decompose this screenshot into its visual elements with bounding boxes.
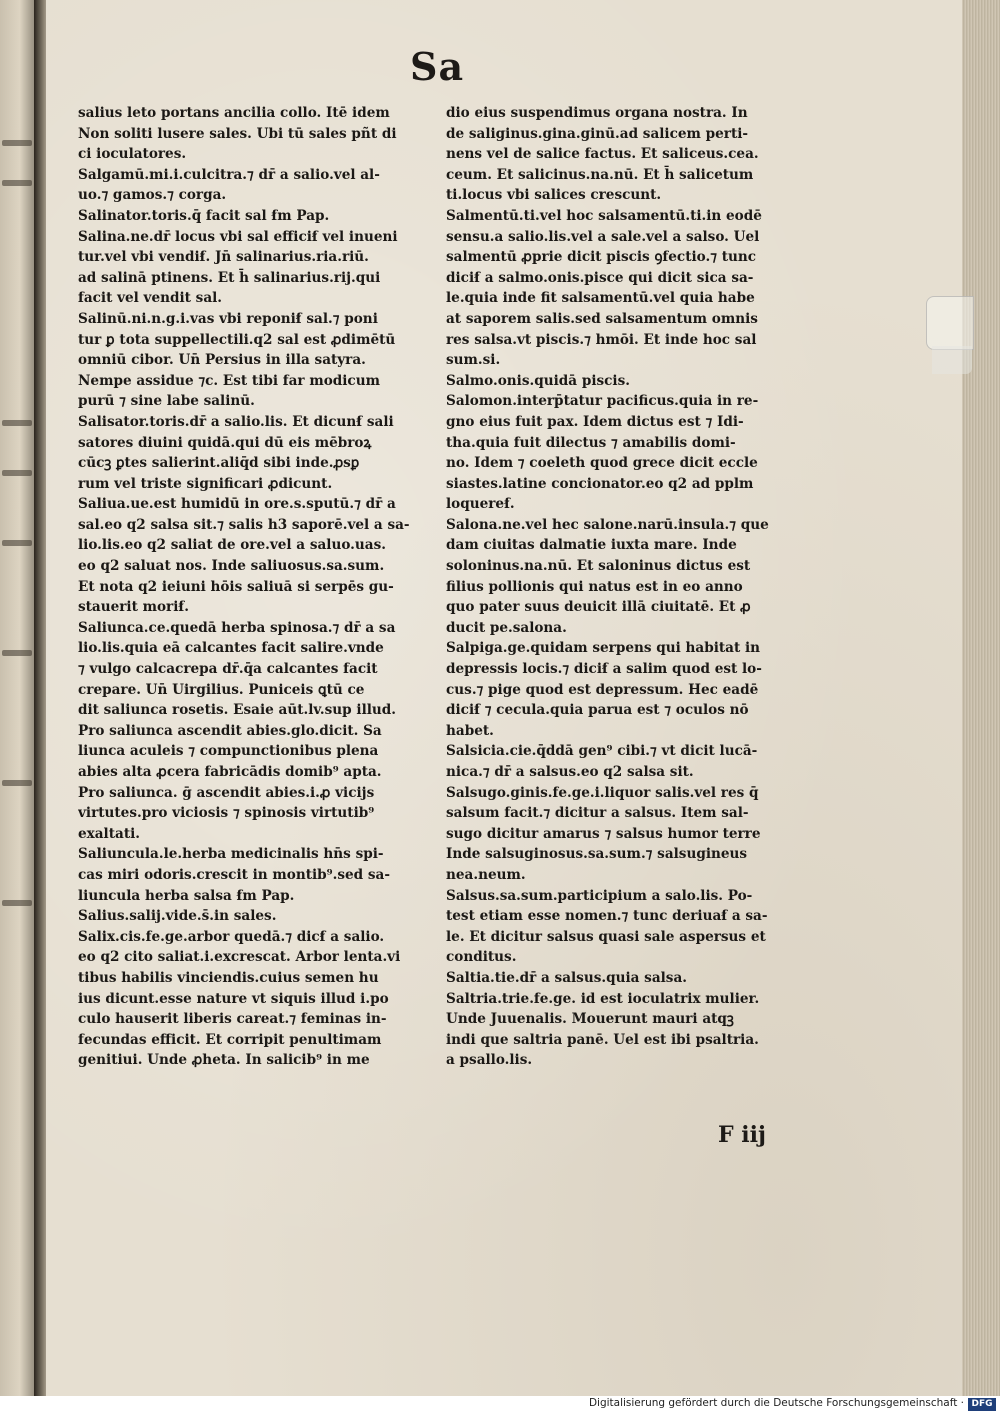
- text-line: no. Idem ⁊ coeleth quod grece dicit eccle: [446, 455, 758, 472]
- text-line: dam ciuitas dalmatie iuxta mare. Inde: [446, 537, 737, 554]
- text-line: Saliuncula.le.herba medicinalis hn̄s spi-: [78, 846, 384, 863]
- page-stack-edge: [962, 0, 1000, 1396]
- text-line: culo hauserit liberis careat.⁊ feminas in-: [78, 1011, 387, 1028]
- text-line: uo.⁊ gamos.⁊ corga.: [78, 187, 227, 204]
- text-line: tur ꝑ tota suppellectili.q2 sal est ꝓdimētū: [78, 331, 396, 348]
- text-line: habet.: [446, 722, 494, 739]
- text-line: Unde Juuenalis. Mouerunt mauri atqꝫ: [446, 1011, 734, 1028]
- text-line: Salpiga.ge.quidam serpens qui habitat in: [446, 640, 761, 657]
- text-line: liunca aculeis ⁊ compunctionibus plena: [78, 743, 379, 760]
- text-line: facit vel vendit sal.: [78, 290, 223, 307]
- text-line: quo pater suus deuicit illā ciuitatē. Et ꝓ: [446, 599, 751, 616]
- right-text-column: [446, 103, 808, 1071]
- text-line: stauerit moriẜ.: [78, 599, 189, 616]
- text-line: filius pollionis qui natus est in eo anno: [446, 578, 743, 595]
- text-line: salmentū ꝓprie dicit piscis ꝯfectio.⁊ tunc: [446, 249, 757, 266]
- text-line: ducit pe.salona.: [446, 619, 567, 636]
- text-line: Salius.salij.vide.s̄.in sales.: [78, 908, 277, 925]
- text-line: le. Et dicitur salsus quasi sale aspersus et: [446, 928, 766, 945]
- text-line: virtutes.pro viciosis ⁊ spinosis virtutib⁹: [78, 805, 375, 822]
- text-line: liuncula herba salsa ẜm Pap.: [78, 887, 295, 904]
- text-line: Pro saliunca ascendit abies.glo.dicit. Sa: [78, 722, 382, 739]
- text-line: purū ⁊ sine labe salinū.: [78, 393, 255, 410]
- text-line: dio eius suspendimus organa nostra. In: [446, 105, 748, 121]
- text-line: Et nota q2 ieiuni hōis saliuā si serpēs gu-: [78, 578, 394, 595]
- text-line: Pro saliunca. ḡ ascendit abies.i.ꝓ vicijs: [78, 784, 375, 801]
- text-line: Salmentū.ti.vel hoc salsamentū.ti.in eodē: [446, 207, 762, 224]
- text-line: genitiui. Unde ꝓheta. In salicib⁹ in me: [78, 1052, 370, 1069]
- page-clip-tab-lower: [932, 346, 972, 374]
- text-line: tibus habilis vinciendis.cuius semen hu: [78, 969, 379, 986]
- text-line: ceum. Et salicinus.na.nū. Et h̄ salicetum: [446, 166, 754, 183]
- text-line: sal.eo q2 salsa sit.⁊ salis h3 saporē.vel a sa-: [78, 516, 410, 533]
- text-line: sensu.a salio.lis.vel a sale.vel a salso. Uel: [446, 228, 760, 245]
- text-line: Saliunca.ce.quedā herba spinosa.⁊ dr̄ a sa: [78, 619, 396, 636]
- text-line: abies alta ꝓcera fabricādis domib⁹ apta.: [78, 764, 382, 780]
- text-line: cas miri odoris.crescit in montib⁹.sed sa-: [78, 866, 391, 883]
- text-line: crepare. Un̄ Uirgilius. Puniceis ꝗtū ce: [78, 681, 365, 698]
- text-line: depressis locis.⁊ diciẜ a salim quod est lo-: [446, 661, 762, 678]
- text-line: Non soliti lusere sales. Ubi tū sales pñt di: [78, 125, 397, 142]
- text-line: ⁊ vulgo calcacrepa dr̄.q̄a calcantes facit: [78, 661, 378, 678]
- text-line: at saporem salis.sed salsamentum omnis: [446, 310, 758, 327]
- text-line: exaltati.: [78, 825, 140, 842]
- text-line: res salsa.vt piscis.⁊ hmōi. Et inde hoc sal: [446, 331, 757, 348]
- text-line: ad salinā ptinens. Et h̄ salinarius.rij.qui: [78, 269, 381, 286]
- text-line: cus.⁊ pige quod est depressum. Hec eadē: [446, 681, 759, 698]
- text-line: conditus.: [446, 949, 517, 966]
- text-line: indi que saltria panē. Uel est ibi psaltria.: [446, 1031, 759, 1048]
- text-line: nea.neum.: [446, 866, 526, 883]
- text-line: Salina.ne.dr̄ locus vbi sal efficiẜ vel inueni: [78, 228, 398, 245]
- text-line: gno eius fuit pax. Idem dictus est ⁊ Idi-: [446, 413, 744, 430]
- text-line: diciẜ a salmo.onis.pisce qui dicit sica sa-: [446, 269, 754, 286]
- text-line: Salona.ne.vel hec salone.narū.insula.⁊ que: [446, 516, 769, 533]
- footer-credit-text: Digitalisierung gefördert durch die Deutsche Forschungsgemeinschaft ·: [588, 1397, 964, 1409]
- running-head: Sa: [410, 44, 465, 89]
- text-line: lio.lis.eo q2 saliat de ore.vel a saluo.uas.: [78, 537, 386, 554]
- text-line: Saltria.trie.fe.ge. id est ioculatrix mulier.: [446, 990, 760, 1007]
- text-line: eo q2 saluat nos. Inde saliuosus.sa.sum.: [78, 558, 385, 575]
- text-line: fecundas efficit. Et corripit penultimam: [78, 1031, 382, 1048]
- text-line: Salsus.sa.sum.participium a salo.lis. Po-: [446, 887, 753, 904]
- left-text-column: [78, 103, 450, 1071]
- text-line: Salinator.toris.q̄ facit sal ẜm Pap.: [78, 207, 330, 224]
- text-line: Salinū.ni.n.g.i.vas vbi reponiẜ sal.⁊ poni: [78, 310, 378, 327]
- text-line: siastes.latine concionator.eo q2 ad pplm: [446, 475, 754, 492]
- text-line: Saltia.tie.dr̄ a salsus.quia salsa.: [446, 969, 687, 986]
- text-line: sum.si.: [446, 352, 501, 369]
- previous-page-edge: [0, 0, 36, 1396]
- footer-bar: [0, 1396, 1000, 1414]
- text-line: le.quia inde fit salsamentū.vel quia habe: [446, 290, 755, 307]
- signature-mark: F iij: [718, 1122, 766, 1148]
- dfg-logo: DFG: [968, 1398, 996, 1411]
- text-line: ius dicunt.esse nature vt siquis illud i.po: [78, 990, 389, 1007]
- text-line: tur.vel vbi vendiẜ. Jn̄ salinarius.ria.riū.: [78, 249, 369, 266]
- text-line: loquereẜ.: [446, 496, 515, 513]
- text-line: a psallo.lis.: [446, 1052, 533, 1069]
- text-line: salius leto portans ancilia collo. Itē idem: [78, 105, 390, 121]
- text-line: sugo dicitur amarus ⁊ salsus humor terre: [446, 825, 761, 842]
- text-line: Salsicia.cie.q̄ddā gen⁹ cibi.⁊ vt dicit lucā-: [446, 743, 758, 760]
- text-line: Inde salsuginosus.sa.sum.⁊ salsugineus: [446, 846, 748, 863]
- text-line: soloninus.na.nū. Et saloninus dictus est: [446, 558, 751, 575]
- text-line: cūcꝫ ꝑtes salierint.aliq̄d sibi inde.ꝓsꝑ: [78, 455, 360, 472]
- page-clip-tab: [926, 296, 974, 350]
- text-line: Saliua.ue.est humidū in ore.s.sputū.⁊ dr̄ a: [78, 496, 396, 513]
- text-line: ti.locus vbi salices crescunt.: [446, 187, 662, 204]
- text-line: Nempe assidue ⁊c. Est tibi far modicum: [78, 372, 380, 389]
- text-line: dit saliunca rosetis. Esaie aūt.lv.sup illud.: [78, 702, 397, 719]
- text-line: salsum facit.⁊ dicitur a salsus. Item sal-: [446, 805, 749, 822]
- text-line: Salmo.onis.quidā piscis.: [446, 372, 630, 389]
- text-line: Salomon.interp̄tatur pacificus.quia in re-: [446, 393, 759, 410]
- text-line: Salix.cis.fe.ge.arbor quedā.⁊ dicẜ a salio.: [78, 928, 385, 945]
- text-line: tha.quia fuit dilectus ⁊ amabilis domi-: [446, 434, 736, 451]
- text-line: nica.⁊ dr̄ a salsus.eo q2 salsa sit.: [446, 764, 694, 780]
- text-line: lio.lis.quia eā calcantes facit salire.vnde: [78, 640, 384, 657]
- text-line: eo q2 cito saliat.i.excrescat. Arbor lenta.vi: [78, 949, 401, 966]
- text-line: Salsugo.ginis.fe.ge.i.liquor salis.vel res q̄: [446, 784, 759, 801]
- text-line: test etiam esse nomen.⁊ tunc deriuaẜ a sa-: [446, 908, 768, 925]
- text-line: de saliginus.gina.ginū.ad salicem perti-: [446, 125, 749, 142]
- text-line: nens vel de salice factus. Et saliceus.cea.: [446, 146, 759, 163]
- text-line: ci ioculatores.: [78, 146, 187, 163]
- text-line: rum vel triste significari ꝓdicunt.: [78, 475, 333, 492]
- text-line: satores diuini quidā.qui dū eis mēbroꝝ: [78, 434, 372, 451]
- text-line: omniū cibor. Un̄ Persius in illa satyra.: [78, 352, 366, 369]
- text-line: Salisator.toris.dr̄ a salio.lis. Et dicunẜ sali: [78, 413, 394, 430]
- text-line: Salgamū.mi.i.culcitra.⁊ dr̄ a salio.vel al-: [78, 166, 380, 183]
- text-line: diciẜ ⁊ cecula.quia parua est ⁊ oculos nō: [446, 702, 749, 719]
